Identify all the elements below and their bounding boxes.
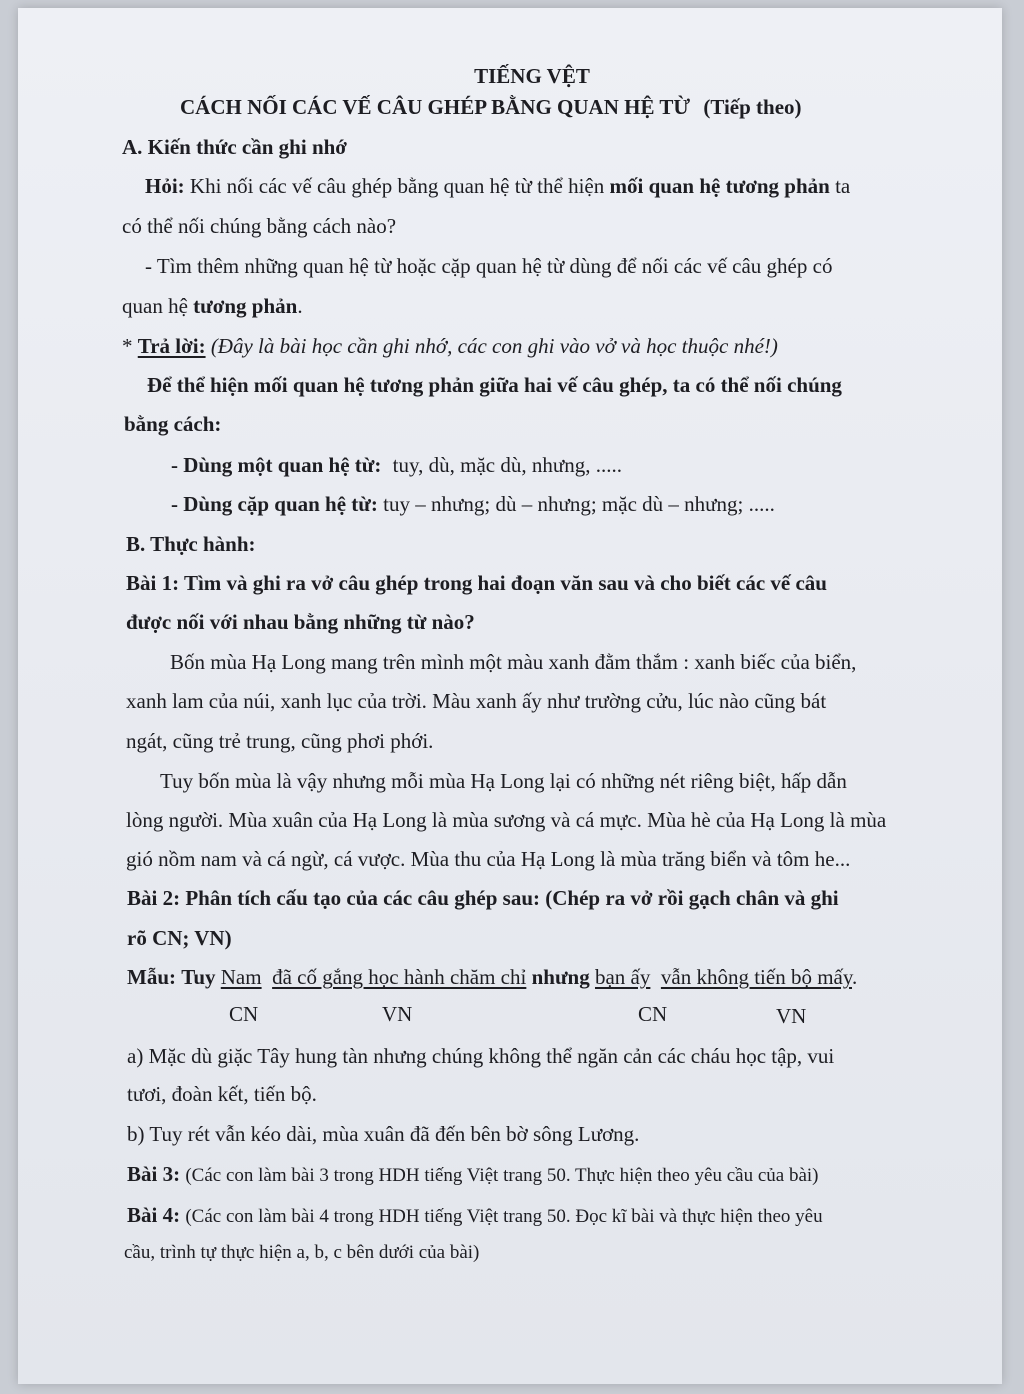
answer-note: (Đây là bài học cần ghi nhớ, các con ghi vào vở và học thuộc nhé!) — [210, 334, 778, 358]
task-line-2-plain: quan hệ — [122, 294, 188, 318]
section-b-heading: B. Thực hành: — [126, 532, 256, 556]
method-1 — [171, 455, 622, 476]
task-line-1: - Tìm thêm những quan hệ từ hoặc cặp quan hệ từ dùng để nối các vế câu ghép có — [145, 254, 833, 278]
question-line-2: có thể nối chúng bằng cách nào? — [122, 214, 397, 238]
lesson-title — [180, 97, 802, 118]
rule-line-1: Để thể hiện mối quan hệ tương phản giữa hai vế câu ghép, ta có thể nối chúng — [147, 373, 842, 397]
item-a-line-2: tươi, đoàn kết, tiến bộ. — [127, 1082, 317, 1106]
bai4-line-1 — [127, 1205, 823, 1226]
bai1-line-2: được nối với nhau bằng những từ nào? — [126, 610, 475, 634]
method-2 — [171, 494, 775, 515]
answer-line — [122, 336, 778, 357]
sample-nhung: nhưng — [531, 965, 590, 989]
paragraph-2-line-1: Tuy bốn mùa là vậy nhưng mỗi mùa Hạ Long lại có những nét riêng biệt, hấp dẫn — [160, 769, 847, 793]
answer-label: Trả lời: — [137, 334, 206, 358]
answer-star: * — [122, 334, 133, 358]
bai4-text: (Các con làm bài 4 trong HDH tiếng Việt trang 50. Đọc kĩ bài và thực hiện theo yêu — [185, 1206, 823, 1227]
tag-cn-2: CN — [638, 1002, 668, 1026]
subject-title: TIẾNG VỆT — [474, 64, 590, 88]
method-1-label: - Dùng một quan hệ từ: — [171, 453, 382, 477]
sample-end: . — [852, 965, 858, 989]
bai2-line-2: rõ CN; VN) — [127, 926, 232, 950]
tag-cn-1: CN — [229, 1002, 259, 1026]
question-text-1: Khi nối các vế câu ghép bằng quan hệ từ thể hiện — [189, 174, 605, 198]
lesson-title-suffix: (Tiếp theo) — [703, 95, 802, 119]
item-b: b) Tuy rét vẫn kéo dài, mùa xuân đã đến bên bờ sông Lương. — [127, 1122, 640, 1146]
bai3 — [127, 1164, 819, 1185]
bai2-line-1: Bài 2: Phân tích cấu tạo của các câu ghép sau: (Chép ra vở rồi gạch chân và ghi — [127, 886, 839, 910]
paragraph-2-line-2: lòng người. Mùa xuân của Hạ Long là mùa sương và cá mực. Mùa hè của Hạ Long là mùa — [126, 808, 887, 832]
sample-subject-1: Nam — [220, 965, 262, 989]
question-text-2: ta — [835, 174, 851, 198]
paragraph-1-line-1: Bốn mùa Hạ Long mang trên mình một màu xanh đằm thắm : xanh biếc của biển, — [170, 650, 857, 674]
paragraph-1-line-3: ngát, cũng trẻ trung, cũng phơi phới. — [126, 729, 434, 753]
question-label: Hỏi: — [145, 174, 185, 198]
task-line-2-end: . — [297, 294, 303, 318]
item-a-line-1: a) Mặc dù giặc Tây hung tàn nhưng chúng không thể ngăn cản các cháu học tập, vui — [127, 1044, 835, 1068]
rule-line-2: bằng cách: — [124, 412, 222, 436]
tag-vn-2: VN — [776, 1004, 807, 1028]
tag-vn-1: VN — [382, 1002, 413, 1026]
paragraph-2-line-3: gió nồm nam và cá ngừ, cá vược. Mùa thu của Hạ Long là mùa trăng biển và tôm he... — [126, 847, 851, 871]
method-1-value: tuy, dù, mặc dù, nhưng, ..... — [392, 453, 622, 477]
sample-label: Mẫu: — [127, 965, 176, 989]
bai4-label: Bài 4: — [127, 1203, 181, 1227]
bai3-label: Bài 3: — [127, 1162, 181, 1186]
sample-tuy: Tuy — [181, 965, 216, 989]
sample-predicate-2: vẫn không tiến bộ mấy — [660, 965, 852, 989]
task-line-2 — [122, 296, 303, 317]
sample-subject-2: bạn ấy — [594, 965, 651, 989]
sample-predicate-1: đã cố gắng học hành chăm chỉ — [272, 965, 527, 989]
bai3-text: (Các con làm bài 3 trong HDH tiếng Việt trang 50. Thực hiện theo yêu cầu của bài) — [185, 1165, 819, 1186]
lesson-title-main: CÁCH NỐI CÁC VẾ CÂU GHÉP BẰNG QUAN HỆ TỪ — [180, 95, 691, 119]
method-2-label: - Dùng cặp quan hệ từ: — [171, 492, 378, 516]
sample-sentence — [127, 967, 857, 988]
paragraph-1-line-2: xanh lam của núi, xanh lục của trời. Màu xanh ấy như trường cửu, lúc nào cũng bát — [126, 689, 827, 713]
section-a-heading: A. Kiến thức cần ghi nhớ — [122, 135, 347, 159]
method-2-value: tuy – nhưng; dù – nhưng; mặc dù – nhưng; ..... — [383, 492, 775, 516]
bai1-line-1: Bài 1: Tìm và ghi ra vở câu ghép trong hai đoạn văn sau và cho biết các vế câu — [126, 571, 827, 595]
question-line-1 — [145, 176, 850, 197]
task-line-2-bold: tương phản — [193, 294, 298, 318]
question-bold: mối quan hệ tương phản — [609, 174, 830, 198]
bai4-line-2: cầu, trình tự thực hiện a, b, c bên dưới của bài) — [124, 1242, 480, 1263]
